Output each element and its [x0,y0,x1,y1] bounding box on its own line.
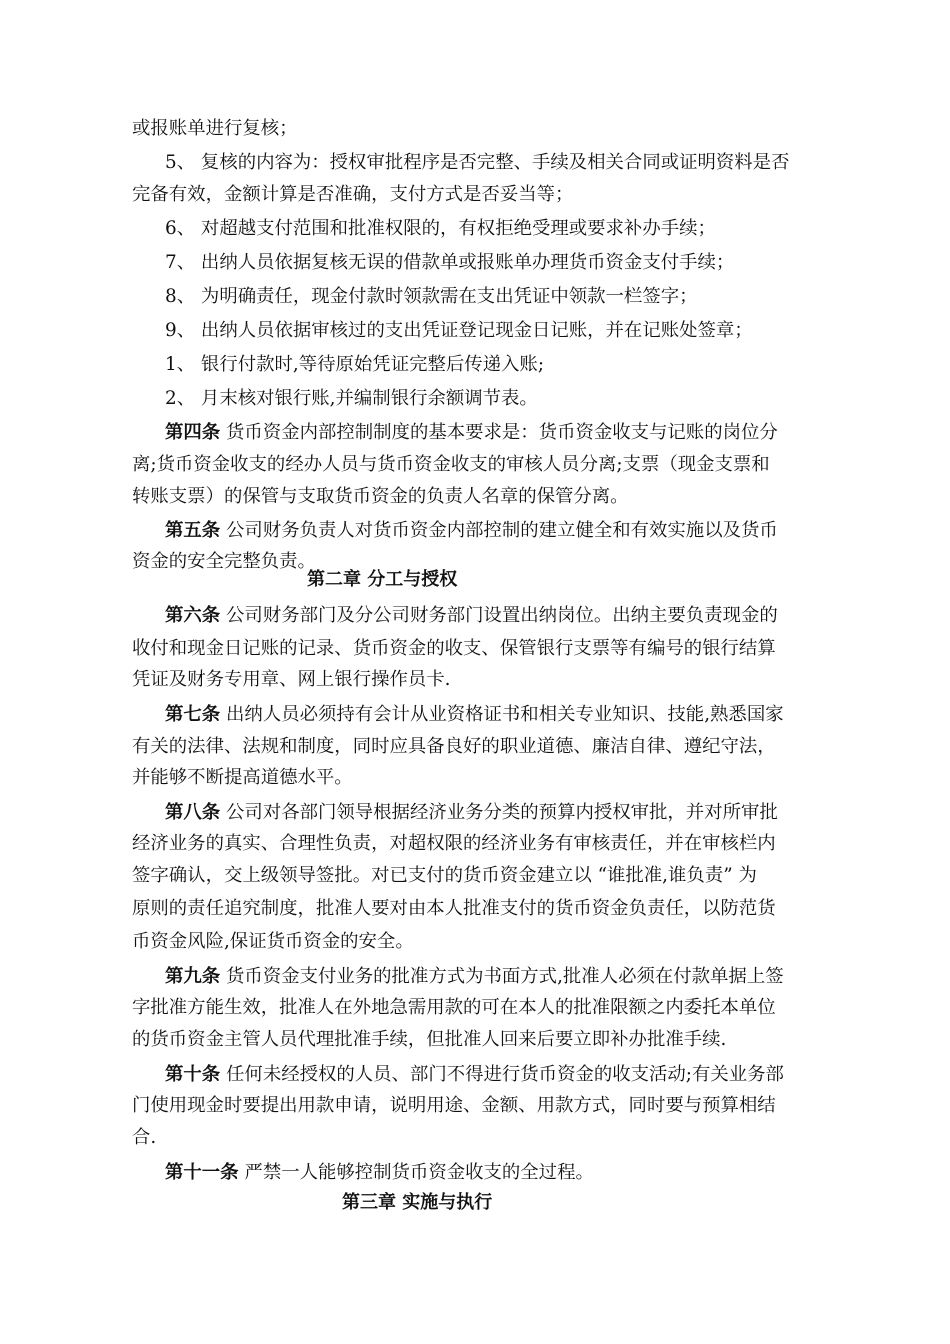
text-line: 离;货币资金收支的经办人员与货币资金收支的审核人员分离;支票（现金支票和 [132,454,770,475]
article-5-line: 第五条 公司财务负责人对货币资金内部控制的建立健全和有效实施以及货币 [165,520,778,541]
text-line: 凭证及财务专用章、网上银行操作员卡. [132,669,451,690]
list-item-bank-1: 1、 银行付款时,等待原始凭证完整后传递入账; [165,354,545,375]
text-line: 资金的安全完整负责。 [132,551,316,572]
article-11-line: 第十一条 严禁一人能够控制货币资金收支的全过程。 [165,1162,594,1183]
text-line: 完备有效，金额计算是否准确，支付方式是否妥当等； [132,184,574,205]
article-10-line: 第十条 任何未经授权的人员、部门不得进行货币资金的收支活动;有关业务部 [165,1064,784,1085]
article-7-line: 第七条 出纳人员必须持有会计从业资格证书和相关专业知识、技能,熟悉国家 [165,704,784,725]
article-10-title: 第十条 [165,1064,221,1085]
list-item-5: 5、 复核的内容为：授权审批程序是否完整、手续及相关合同或证明资料是否 [165,152,790,173]
text-line: 合. [132,1127,157,1148]
article-6-line: 第六条 公司财务部门及分公司财务部门设置出纳岗位。出纳主要负责现金的 [165,605,778,626]
text-line: 或报账单进行复核； [132,118,298,139]
list-item-bank-2: 2、 月末核对银行账,并编制银行余额调节表。 [165,388,538,409]
article-8-line: 第八条 公司对各部门领导根据经济业务分类的预算内授权审批，并对所审批 [165,802,778,823]
article-5-title: 第五条 [165,520,221,541]
article-6-title: 第六条 [165,605,221,626]
text-line: 有关的法律、法规和制度，同时应具备良好的职业道德、廉洁自律、遵纪守法， [132,736,776,757]
text-line: 原则的责任追究制度，批准人要对由本人批准支付的货币资金负责任，以防范货 [132,898,776,919]
article-11-title: 第十一条 [165,1162,239,1183]
text-line: 签字确认，交上级领导签批。对已支付的货币资金建立以 “谁批准,谁负责” 为 [132,865,757,886]
text-line: 经济业务的真实、合理性负责，对超权限的经济业务有审核责任，并在审核栏内 [132,833,776,854]
article-8-title: 第八条 [165,802,221,823]
list-item-7: 7、 出纳人员依据复核无误的借款单或报账单办理货币资金支付手续； [165,252,735,273]
text-line: 的货币资金主管人员代理批准手续，但批准人回来后要立即补办批准手续. [132,1029,727,1050]
list-item-9: 9、 出纳人员依据审核过的支出凭证登记现金日记账，并在记账处签章； [165,320,753,341]
text-line: 转账支票）的保管与支取货币资金的负责人名章的保管分离。 [132,486,629,507]
article-4-line: 第四条 货币资金内部控制制度的基本要求是：货币资金收支与记账的岗位分 [165,422,778,443]
text-line: 币资金风险,保证货币资金的安全。 [132,931,414,952]
text-line: 门使用现金时要提出用款申请，说明用途、金额、用款方式，同时要与预算相结 [132,1095,776,1116]
article-4-title: 第四条 [165,422,221,443]
text-line: 收付和现金日记账的记录、货币资金的收支、保管银行支票等有编号的银行结算 [132,638,776,659]
article-7-title: 第七条 [165,704,221,725]
article-9-title: 第九条 [165,966,221,987]
article-9-line: 第九条 货币资金支付业务的批准方式为书面方式,批准人必须在付款单据上签 [165,966,784,987]
chapter-3-heading: 第三章 实施与执行 [342,1192,493,1213]
list-item-6: 6、 对超越支付范围和批准权限的，有权拒绝受理或要求补办手续； [165,218,716,239]
text-line: 并能够不断提高道德水平。 [132,767,353,788]
chapter-2-heading: 第二章 分工与授权 [307,569,458,590]
text-line: 字批准方能生效，批准人在外地急需用款的可在本人的批准限额之内委托本单位 [132,997,776,1018]
list-item-8: 8、 为明确责任，现金付款时领款需在支出凭证中领款一栏签字； [165,286,698,307]
